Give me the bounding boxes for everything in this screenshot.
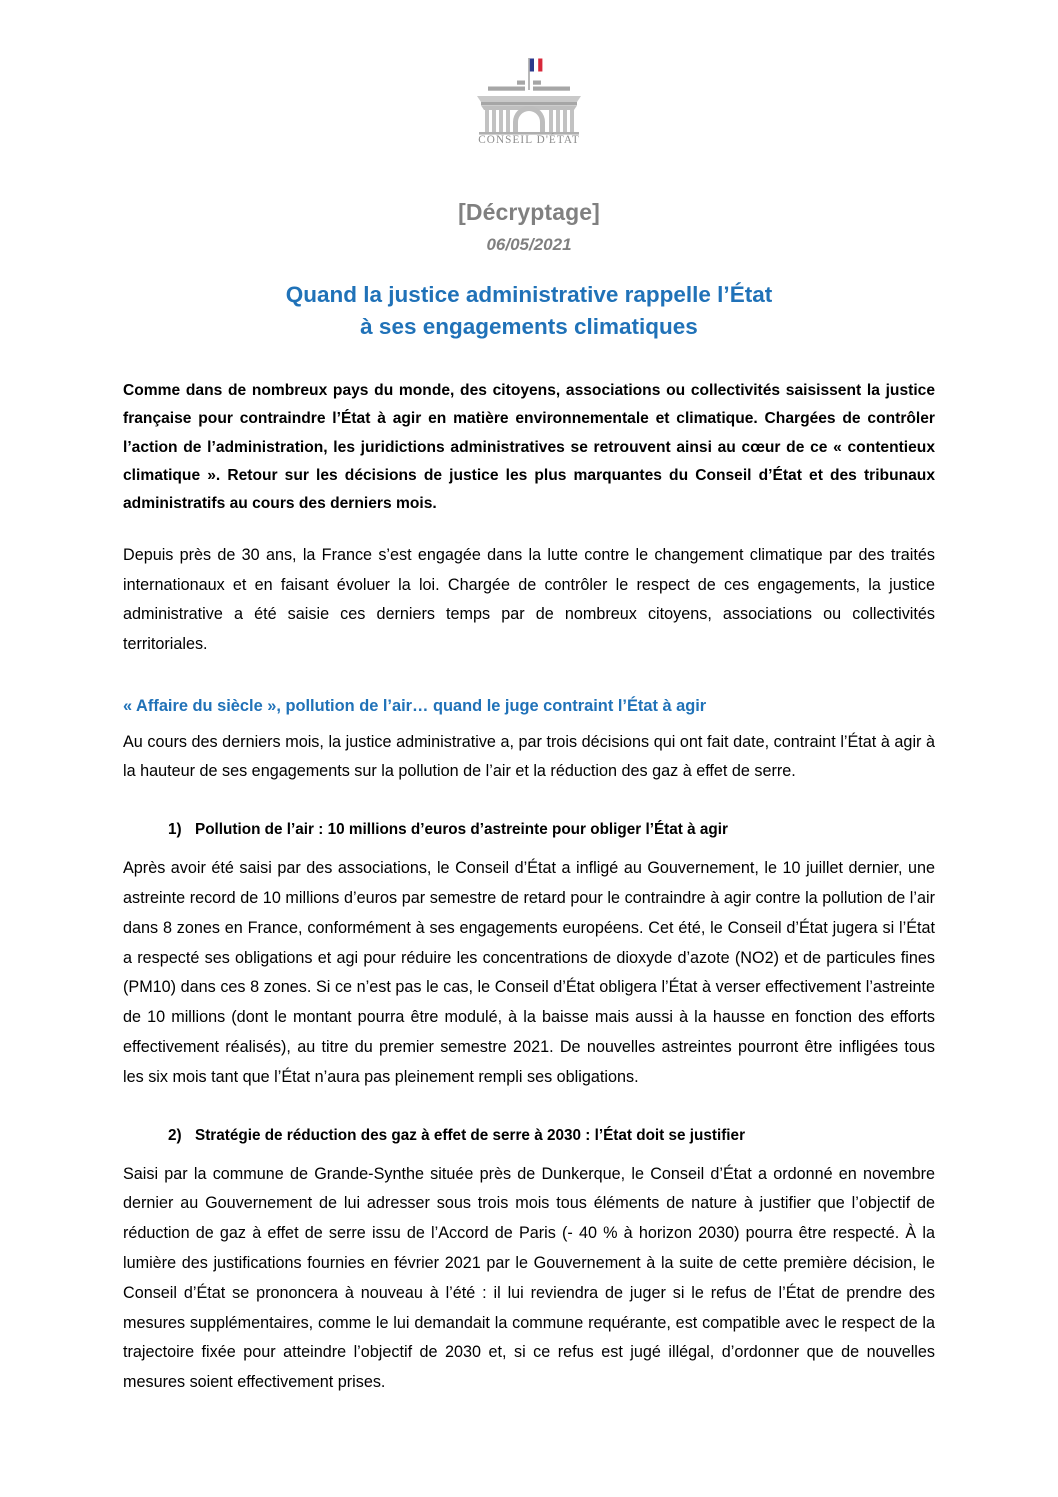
- section-1-paragraph: Au cours des derniers mois, la justice administrative a, par trois décisions qui ont fait date, contraint l’État à agir à la hauteur de ses engagements sur la pollution de l’air et la réduction des gaz à effet de serre.: [123, 732, 935, 781]
- logo-header: [0, 0, 1058, 144]
- list-item-paragraph-1: Après avoir été saisi par des associations, le Conseil d’État a infligé au Gouvernement, le 10 juillet dernier, une astreinte record de 10 millions d’euros par semestre de retard pour le contraindre à agir contre la pollution de l’air dans 8 zones en France, conformément à ses engagements européens. Cet été, le Conseil d’État jugera si l’État a respecté ses obligations et agi pour réduire les concentrations de dioxyde d’azote (NO2) et de particules fines (PM10) dans ces 8 zones. Si ce n’est pas le cas, le Conseil d’État obligera l’État à verser effectivement l’astreinte de 10 millions (dont le montant pourra être modulé, à la baisse mais aussi à la hausse en fonction des efforts effectivement réalisés), au titre du premier semestre 2021. De nouvelles astreintes pourront être infligées tous les six mois tant que l’État n’aura pas pleinement rempli ses obligations.: [123, 859, 935, 1086]
- document-date: 06/05/2021: [486, 235, 572, 255]
- document-content: [123, 377, 935, 1398]
- document-kicker: [Décryptage]: [458, 199, 600, 225]
- list-item-label-1: Pollution de l’air : 10 millions d’euros d’astreinte pour obliger l’État à agir: [195, 821, 728, 839]
- list-item-number-2: 2): [168, 1126, 182, 1144]
- intro-paragraph: Depuis près de 30 ans, la France s’est engagée dans la lutte contre le changement climatique par des traités internationaux et en faisant évoluer la loi. Chargée de contrôler le respect de ces engagements, la justice administrative a été saisie ces derniers temps par de nombreux citoyens, associations ou collectivités territoriales.: [123, 545, 935, 654]
- conseil-detat-logo: [463, 42, 595, 144]
- french-flag-icon: [530, 59, 543, 72]
- flag-pole-icon: [528, 58, 530, 90]
- page-title-line-2: à ses engagements climatiques: [360, 313, 698, 339]
- logo-wordmark: CONSEIL D'ÉTAT: [478, 134, 580, 144]
- section-heading-1: « Affaire du siècle », pollution de l’air… quand le juge contraint l’État à agir: [123, 696, 707, 715]
- page-title: [0, 279, 1058, 343]
- list-item-label-2: Stratégie de réduction des gaz à effet de serre à 2030 : l’État doit se justifier: [195, 1126, 746, 1144]
- lead-paragraph: Comme dans de nombreux pays du monde, des citoyens, associations ou collectivités saisissent la justice française pour contraindre l’État à agir en matière environnementale et climatique. Chargées de contrôler l’action de l’administration, les juridictions administratives se retrouvent ainsi au cœur de ce « contentieux climatique ». Retour sur les décisions de justice les plus marquantes du Conseil d’État et des tribunaux administratifs au cours des derniers mois.: [123, 381, 935, 513]
- list-item-heading-1: [168, 819, 935, 842]
- list-item-heading-2: [168, 1125, 935, 1148]
- logo-colonnade: [485, 110, 574, 132]
- list-item-paragraph-2: Saisi par la commune de Grande-Synthe située près de Dunkerque, le Conseil d’État a ordonné en novembre dernier au Gouvernement de lui adresser sous trois mois tous éléments de nature à justifier que l’objectif de réduction de gaz à effet de serre issu de l’Accord de Paris (- 40 % à horizon 2030) pourra être respecté. À la lumière des justifications fournies en février 2021 par le Gouvernement à la suite de cette première décision, le Conseil d’État se prononcera à nouveau à l’été : il lui reviendra de juger si le refus de l’État de prendre des mesures supplémentaires, comme le lui demandait la commune requérante, est compatible avec le respect de la trajectoire fixée pour atteindre l’objectif de 2030 et, si ce refus est jugé illégal, d’ordonner que de nouvelles mesures soient effectivement prises.: [123, 1164, 935, 1392]
- list-item-number-1: 1): [168, 821, 182, 839]
- page-title-line-1: Quand la justice administrative rappelle l’État: [285, 281, 773, 307]
